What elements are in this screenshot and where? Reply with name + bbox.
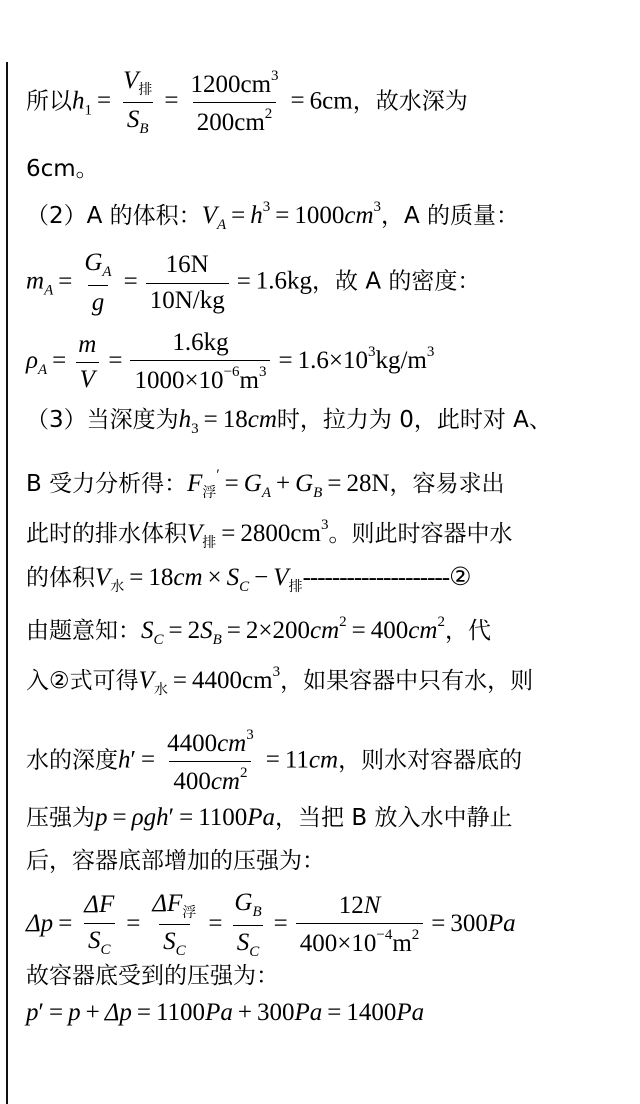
- text-dai: ，代: [444, 618, 491, 644]
- eq-v-water-value: 入②式可得$V_水 = 4400cm^3$，如果容器中只有水，则: [26, 664, 534, 698]
- frac-v-over-s: $\frac{V_排}{S_B}$: [123, 67, 153, 137]
- text-density-a: ，故 A 的密度：: [312, 268, 481, 295]
- left-margin-line: [6, 62, 8, 1104]
- eq-delta-p: Δp = $\frac{\Delta F}{S_C}$ = $\frac{\Delta F_浮}{S_C}$ = $\frac{G_B}{S_C}$ = $\frac{12N}{400\times 10^{-4}m^2}$ = 300Pa: [26, 889, 516, 960]
- text-tension-zero: 时，拉力为 0，此时对 A、: [276, 407, 552, 433]
- sub-shui-2: 水: [153, 682, 168, 698]
- sub-shui: 水: [110, 579, 125, 595]
- eq-v-displaced: 此时的排水体积$V_排 = 2800cm^3$。则此时容器中水: [26, 517, 513, 551]
- text-volume-a: （2）A 的体积：: [26, 203, 202, 229]
- equation-ref-2: --------------------②: [302, 564, 471, 591]
- text-put-b: ，当把 B 放入水中静止: [275, 805, 513, 831]
- eq-force-balance: B 受力分析得：$F_浮' = G_A + G_B = 28N$，容易求出: [26, 467, 505, 501]
- text-force-analysis: B 受力分析得：: [26, 471, 188, 497]
- text-final-pressure: 故容器底受到的压强为：: [26, 963, 279, 989]
- text-displaced-volume: 此时的排水体积: [26, 521, 187, 547]
- text-mass-a: ，A 的质量：: [381, 203, 520, 229]
- text-easy: ，容易求出: [389, 471, 505, 497]
- text-increased-pressure: 后，容器底部增加的压强为：: [26, 848, 325, 874]
- text-if-only-water: ，如果容器中只有水，则: [280, 668, 534, 694]
- eq-h-prime: 水的深度h′ = $\frac{4400cm^3}{400cm^2}$ = 11cm，则水对容器底的: [26, 727, 523, 796]
- text-pressure-on-bottom: ，则水对容器底的: [338, 747, 523, 774]
- text-substitute: 入②式可得: [26, 668, 139, 694]
- text-pressure-is: 压强为: [26, 805, 95, 831]
- sub-fu: 浮: [202, 485, 217, 501]
- text-volume-of: 的体积: [26, 565, 95, 591]
- eq-depth-h3: （3）当深度为$h_3 = 18cm$时，拉力为 0，此时对 A、: [26, 406, 552, 437]
- eq-pressure-p: 压强为p = ρgh′ = 1100Pa，当把 B 放入水中静止: [26, 804, 513, 831]
- eq-mass-a: $m_A$ = $\frac{G_A}{g}$ = $\frac{16N}{10N/kg}$ = 1.6kg，故 A 的密度：: [26, 249, 481, 316]
- text-6cm: 6cm。: [26, 156, 99, 182]
- eq-density-a: $\rho_A$ = $\frac{m}{V}$ = $\frac{1.6kg}{1000\times 10^{-6}m^3}$ = $1.6\times 10^3kg/m^3$: [26, 329, 435, 395]
- sub-pai-2: 排: [202, 535, 217, 551]
- sub-pai-3: 排: [288, 579, 303, 595]
- eq-h1-line: 所以$h_1$ = $\frac{V_排}{S_B}$ = $\frac{1200cm^3}{200cm^2}$ = 6cm，故水深为: [26, 67, 468, 137]
- eq-v-water: 的体积$V_水 = 18cm \times S_C$ − $V_排--------------------②$: [26, 564, 471, 595]
- frac-1200-over-200: $\frac{1200cm^3}{200cm^2}$: [190, 67, 279, 137]
- sub-fu-2: 浮: [182, 904, 197, 921]
- eq-final-pressure: p′ = p + Δp = 1100Pa + 300Pa = 1400Pa: [26, 999, 425, 1026]
- text-then-water: 。则此时容器中水: [328, 521, 513, 547]
- eq-sc: 由题意知：$S_C = 2S_B = 2\times 200cm^2 = 400cm^2$，代: [26, 614, 491, 648]
- sub-pai: 排: [138, 82, 153, 98]
- text-part3-intro: （3）当深度为: [26, 407, 179, 433]
- text-water-depth-2: 水的深度: [26, 747, 118, 774]
- text-by-problem: 由题意知：: [26, 618, 141, 644]
- eq-volume-a: （2）A 的体积：$V_A = h^3 = 1000cm^3$，A 的质量：: [26, 199, 520, 233]
- text-suoyi: 所以: [26, 88, 72, 115]
- text-water-depth: ，故水深为: [352, 88, 468, 115]
